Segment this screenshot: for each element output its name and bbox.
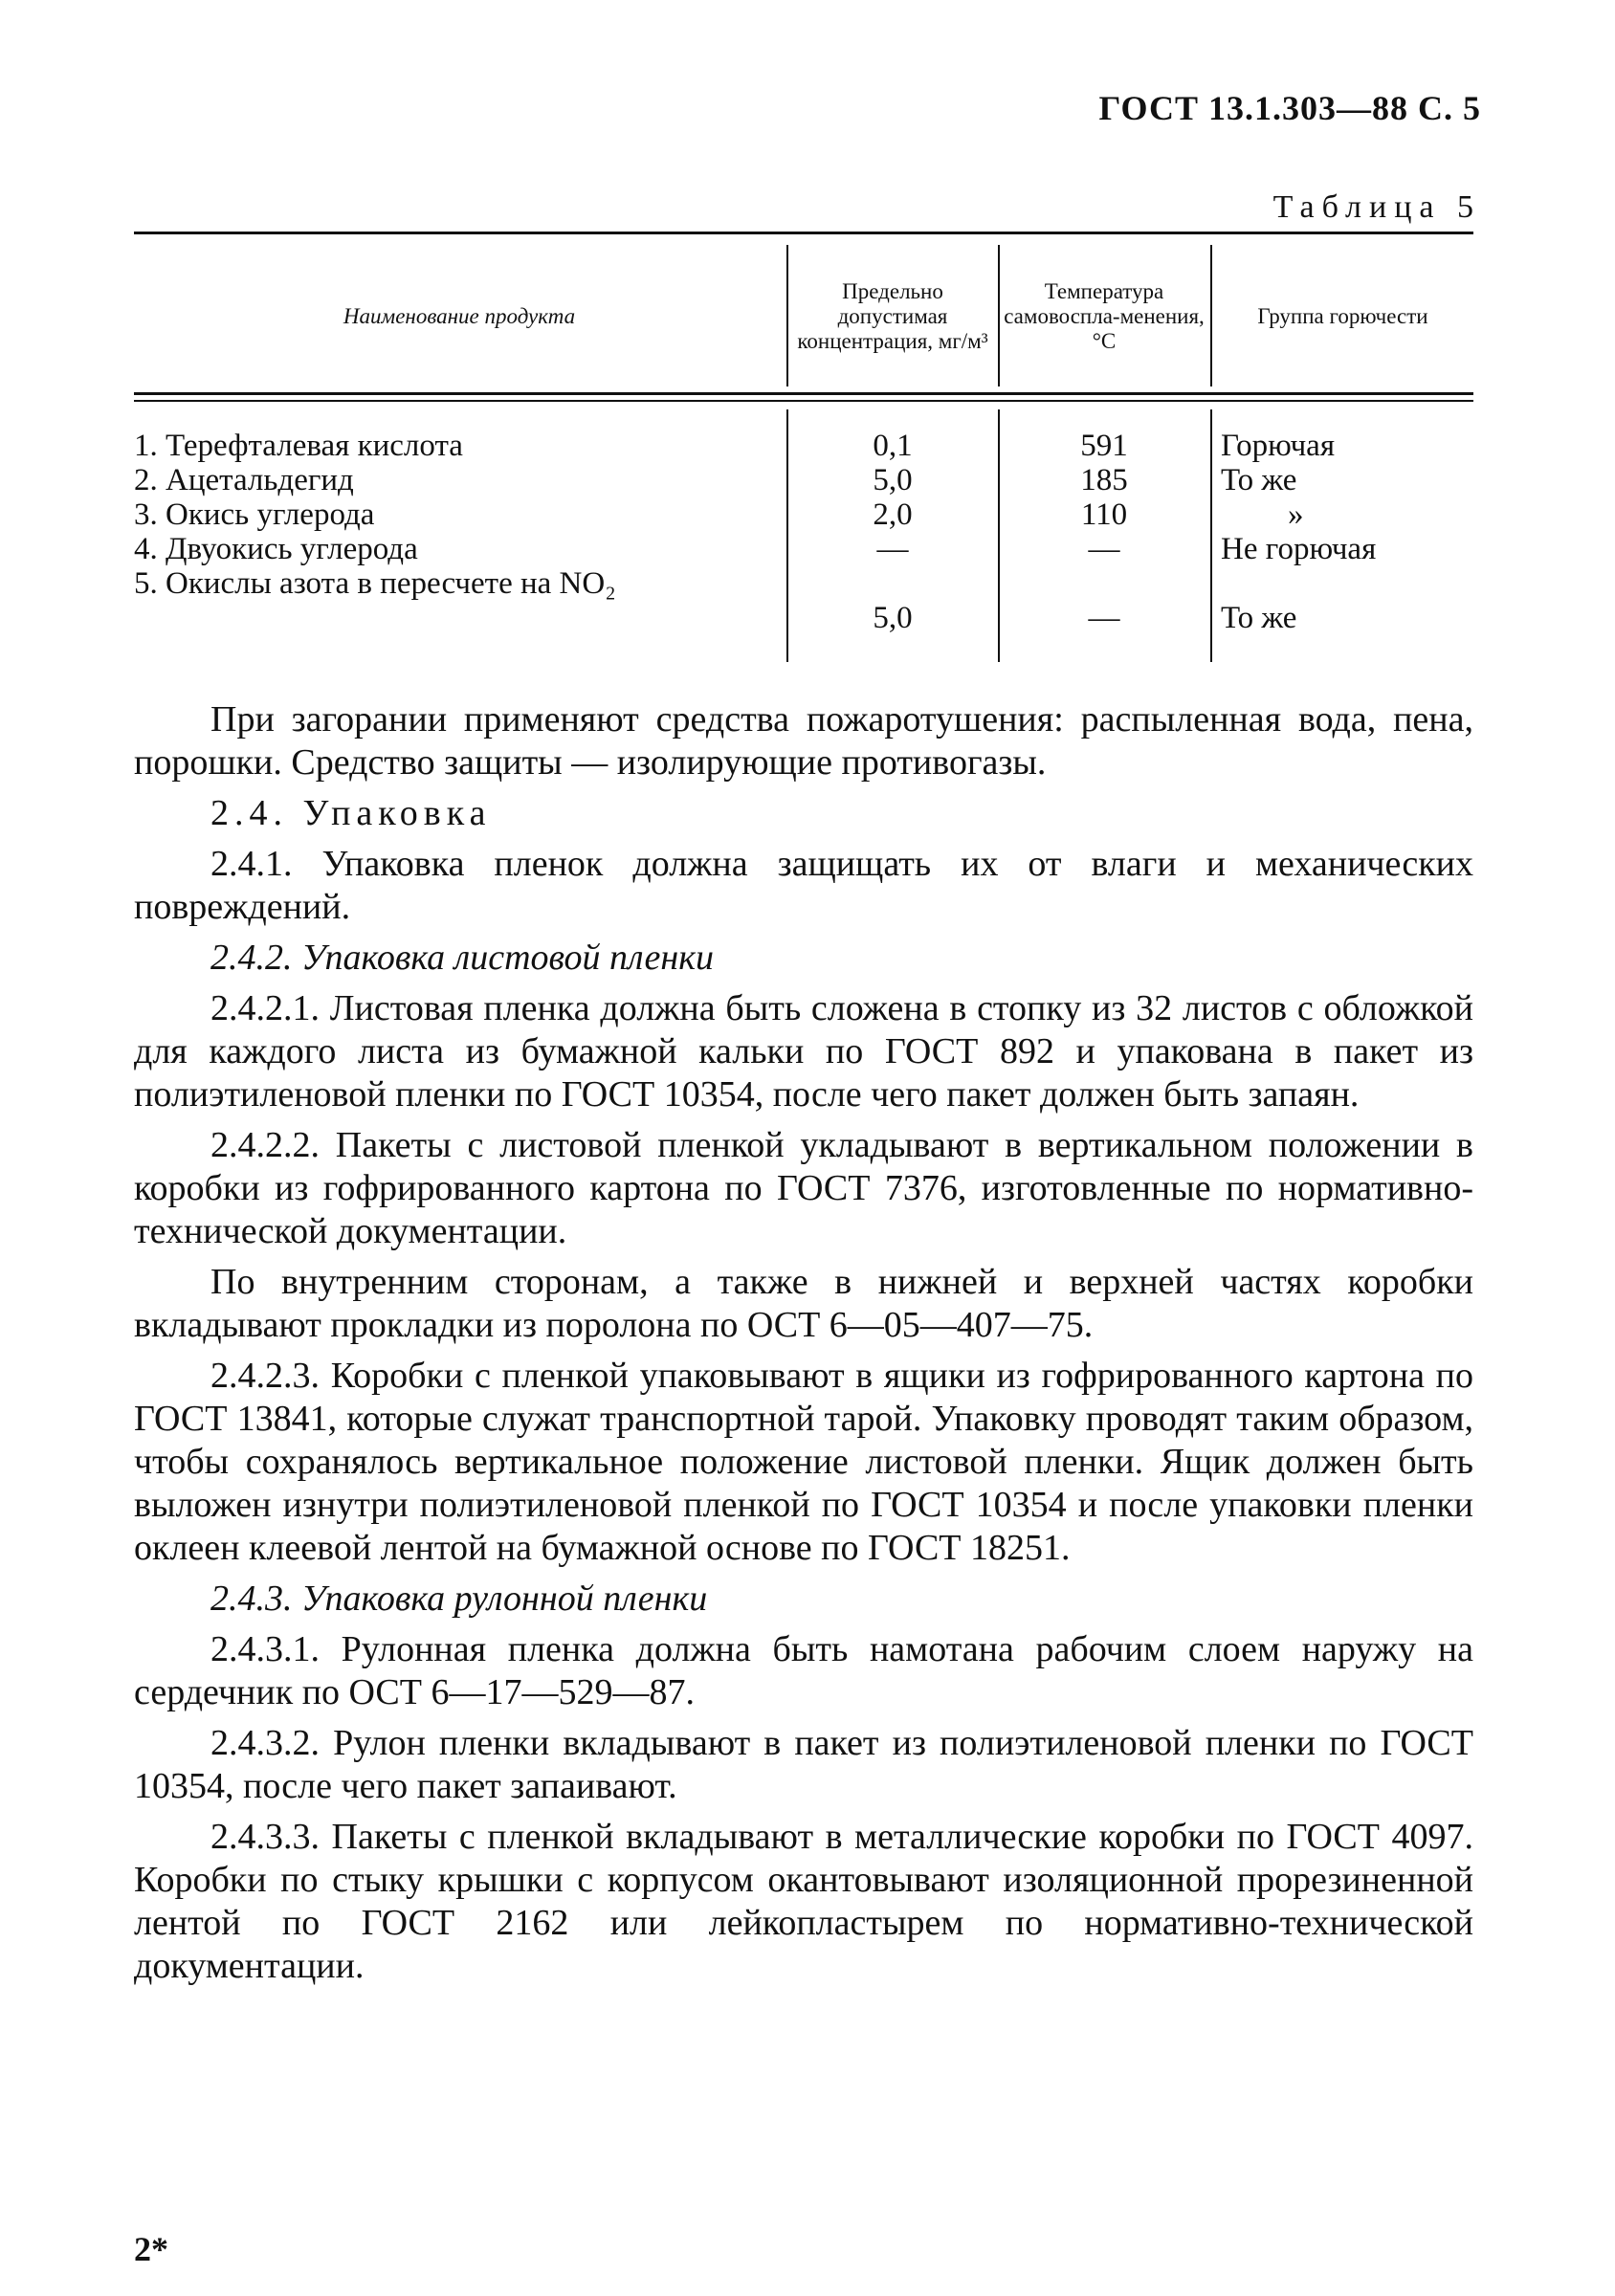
table-row bbox=[134, 463, 1473, 497]
table-row bbox=[134, 566, 1473, 635]
cell-concentration: 5,0 bbox=[873, 601, 913, 635]
cell-flammability: Не горючая bbox=[1221, 532, 1377, 566]
table-header-rule-2 bbox=[134, 400, 1473, 402]
column-header-flammability: Группа горючести bbox=[1257, 304, 1428, 328]
section-heading: 2.4. Упаковка bbox=[210, 793, 492, 833]
paragraph: 2.4.3.3. Пакеты с пленкой вкладывают в металлические коробки по ГОСТ 4097. Коробки по стыку крышки с корпусом окантовывают изоляционной прорезиненной лентой по ГОСТ 2162 или лейкопластырем по нормативно-технической документации. bbox=[134, 1817, 1473, 1986]
cell-flammability: То же bbox=[1221, 601, 1297, 635]
body-text bbox=[134, 698, 1473, 1988]
page-footnote: 2* bbox=[134, 2230, 168, 2268]
cell-product: 4. Двуокись углерода bbox=[134, 532, 418, 566]
table-top-rule bbox=[134, 232, 1473, 234]
table-body bbox=[134, 429, 1473, 635]
paragraph: 2.4.3.1. Рулонная пленка должна быть намотана рабочим слоем наружу на сердечник по ОСТ 6—17—529—87. bbox=[134, 1629, 1473, 1712]
paragraph: 2.4.2.3. Коробки с пленкой упаковывают в ящики из гофрированного картона по ГОСТ 13841, которые служат транспортной тарой. Упаковку проводят таким образом, чтобы сохранялось вертикальное положение листовой пленки. Ящик должен быть выложен изнутри полиэтиленовой пленкой по ГОСТ 10354 и после упаковки пленки оклеен клеевой лентой на бумажной основе по ГОСТ 18251. bbox=[134, 1356, 1473, 1568]
table-row bbox=[134, 497, 1473, 532]
table-row bbox=[134, 429, 1473, 463]
cell-flammability: То же bbox=[1221, 463, 1297, 497]
cell-temperature: — bbox=[1088, 601, 1120, 635]
paragraph: При загорании применяют средства пожаротушения: распыленная вода, пена, порошки. Средство защиты — изолирующие противогазы. bbox=[134, 699, 1473, 783]
cell-temperature: 591 bbox=[1080, 429, 1128, 463]
column-header-product: Наименование продукта bbox=[343, 304, 576, 328]
paragraph: 2.4.2.1. Листовая пленка должна быть сложена в стопку из 32 листов с обложкой для каждого листа из бумажной кальки по ГОСТ 892 и упакована в пакет из полиэтиленовой пленки по ГОСТ 10354, после чего пакет должен быть запаян. bbox=[134, 988, 1473, 1115]
data-table bbox=[134, 232, 1473, 662]
cell-temperature: 110 bbox=[1080, 497, 1128, 532]
paragraph: 2.4.2.2. Пакеты с листовой пленкой укладывают в вертикальном положении в коробки из гофрированного картона по ГОСТ 7376, изготовленные по нормативно-технической документации. bbox=[134, 1125, 1473, 1251]
cell-product: 1. Терефталевая кислота bbox=[134, 429, 463, 463]
cell-temperature: — bbox=[1088, 532, 1120, 566]
cell-concentration: — bbox=[876, 532, 909, 566]
section-heading: 2.4.2. Упаковка листовой пленки bbox=[210, 938, 715, 978]
cell-concentration: 5,0 bbox=[873, 463, 913, 497]
column-header-temperature: Температура самовоспла-менения, °С bbox=[1004, 279, 1205, 353]
cell-flammability: Горючая bbox=[1221, 429, 1335, 463]
cell-flammability: » bbox=[1288, 497, 1304, 532]
page-header: ГОСТ 13.1.303—88 С. 5 bbox=[1098, 89, 1481, 127]
paragraph: 2.4.1. Упаковка пленок должна защищать их от влаги и механических повреждений. bbox=[134, 844, 1473, 927]
table-row bbox=[134, 532, 1473, 566]
table-label: Таблица 5 bbox=[1272, 189, 1481, 225]
cell-concentration: 0,1 bbox=[873, 429, 913, 463]
cell-product: 2. Ацетальдегид bbox=[134, 463, 354, 497]
cell-concentration: 2,0 bbox=[873, 497, 913, 532]
cell-product: 3. Окись углерода bbox=[134, 497, 375, 532]
column-header-concentration: Предельно допустимая концентрация, мг/м³ bbox=[797, 279, 988, 353]
section-heading: 2.4.3. Упаковка рулонной пленки bbox=[210, 1578, 708, 1619]
paragraph: По внутренним сторонам, а также в нижней и верхней частях коробки вкладывают прокладки из поролона по ОСТ 6—05—407—75. bbox=[134, 1262, 1473, 1345]
cell-temperature: 185 bbox=[1080, 463, 1128, 497]
paragraph: 2.4.3.2. Рулон пленки вкладывают в пакет из полиэтиленовой пленки по ГОСТ 10354, после чего пакет запаивают. bbox=[134, 1723, 1473, 1806]
table-header-rule bbox=[134, 392, 1473, 395]
cell-product: 5. Окислы азота в пересчете на NO₂ bbox=[134, 566, 616, 601]
